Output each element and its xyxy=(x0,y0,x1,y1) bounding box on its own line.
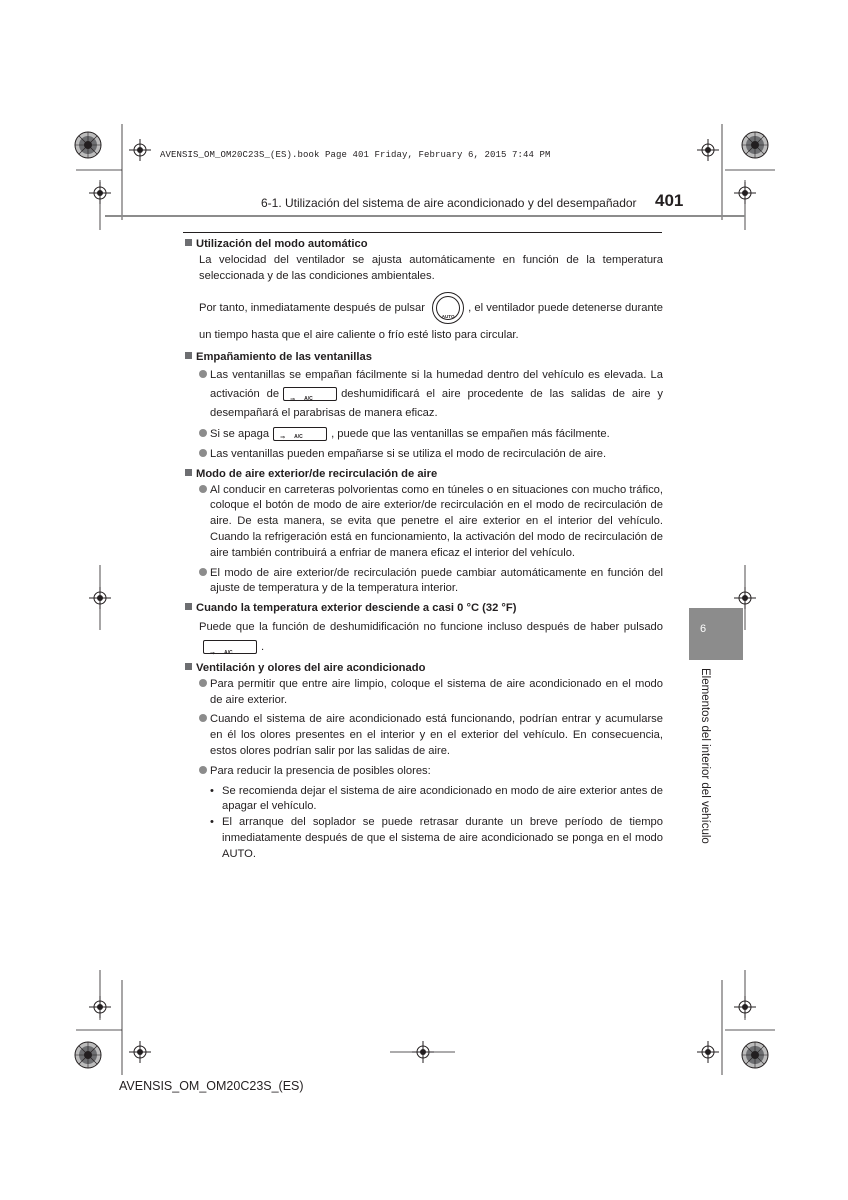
chapter-title-vertical: Elementos del interior del vehículo xyxy=(699,668,711,844)
paragraph: Puede que la función de deshumidificación no funcione incluso después de haber pulsado ⇒ A/C . xyxy=(199,620,663,657)
ac-button-icon: ⇒ A/C xyxy=(203,640,257,654)
square-bullet-icon xyxy=(185,469,192,476)
list-item: El modo de aire exterior/de recirculación puede cambiar automáticamente en función del ajuste de temperatura y de la temperatura interior. xyxy=(199,566,663,598)
sub-list-item: • Se recomienda dejar el sistema de aire acondicionado en modo de aire exterior antes de apagar el vehículo. xyxy=(210,784,663,813)
section-heading: Ventilación y olores del aire acondicionado xyxy=(185,661,663,677)
section-heading: Utilización del modo automático xyxy=(185,237,663,253)
chapter-tab xyxy=(689,608,743,660)
footer-code: AVENSIS_OM_OM20C23S_(ES) xyxy=(119,1079,304,1093)
list-item: Cuando el sistema de aire acondicionado está funcionando, podrían entrar y acumularse en él los olores presentes en el interior y en el exterior del vehículo. En consecuencia, estos olores podrían salir por las salidas de aire. xyxy=(199,712,663,759)
list-item: Las ventanillas se empañan fácilmente si la humedad dentro del vehículo es elevada. La activación de ⇒ A/C deshumidificará el aire procedente de las salidas de aire y desempañará el parabrisas de manera eficaz. xyxy=(199,366,663,423)
content-top-rule xyxy=(183,232,662,233)
circle-bullet-icon xyxy=(199,370,207,378)
circle-bullet-icon xyxy=(199,766,207,774)
circle-bullet-icon xyxy=(199,485,207,493)
circle-bullet-icon xyxy=(199,714,207,722)
square-bullet-icon xyxy=(185,603,192,610)
circle-bullet-icon xyxy=(199,568,207,576)
section-heading: Empañamiento de las ventanillas xyxy=(185,350,663,366)
circle-bullet-icon xyxy=(199,449,207,457)
square-bullet-icon xyxy=(185,663,192,670)
chapter-number: 6 xyxy=(700,623,707,635)
ac-button-icon: ⇒ A/C xyxy=(283,387,337,401)
section-heading: Modo de aire exterior/de recirculación de aire xyxy=(185,467,663,483)
square-bullet-icon xyxy=(185,239,192,246)
list-item: Si se apaga ⇒ A/C , puede que las ventanillas se empañen más fácilmente. xyxy=(199,427,663,443)
ac-button-icon: ⇒ A/C xyxy=(273,427,327,441)
section-title: 6-1. Utilización del sistema de aire acondicionado y del desempañador xyxy=(261,196,637,210)
paragraph: Por tanto, inmediatamente después de pulsar AUTO , el ventilador puede detenerse durante un tiempo hasta que el aire caliente o frío esté listo para circular. xyxy=(199,292,663,346)
square-bullet-icon xyxy=(185,352,192,359)
list-item: Las ventanillas pueden empañarse si se utiliza el modo de recirculación de aire. xyxy=(199,447,663,463)
book-info: AVENSIS_OM_OM20C23S_(ES).book Page 401 Friday, February 6, 2015 7:44 PM xyxy=(160,150,551,160)
section-heading: Cuando la temperatura exterior desciende a casi 0 °C (32 °F) xyxy=(185,601,663,617)
list-item: Al conducir en carreteras polvorientas como en túneles o en situaciones con mucho tráfico, coloque el botón de modo de aire exterior/de recirculación en el modo de recirculación de aire. De esta manera, se evita que penetre el aire exterior en el interior del vehículo. Cuando la refrigeración está en funcionamiento, la activación del modo de recirculación de aire también contribuirá a enfriar de manera eficaz el interior del vehículo. xyxy=(199,483,663,562)
sub-list-item: • El arranque del soplador se puede retrasar durante un breve período de tiempo inmediatamente después de que el sistema de aire acondicionado se ponga en el modo AUTO. xyxy=(210,816,663,860)
circle-bullet-icon xyxy=(199,679,207,687)
list-item: Para permitir que entre aire limpio, coloque el sistema de aire acondicionado en el modo de aire exterior. xyxy=(199,677,663,709)
circle-bullet-icon xyxy=(199,429,207,437)
header-rule xyxy=(105,215,745,217)
page-content xyxy=(185,237,663,863)
list-item: Para reducir la presencia de posibles olores: xyxy=(199,764,663,780)
paragraph: La velocidad del ventilador se ajusta automáticamente en función de la temperatura seleccionada y de las condiciones ambientales. xyxy=(199,253,663,282)
page-number: 401 xyxy=(655,191,684,210)
auto-button-icon: AUTO xyxy=(432,292,464,324)
